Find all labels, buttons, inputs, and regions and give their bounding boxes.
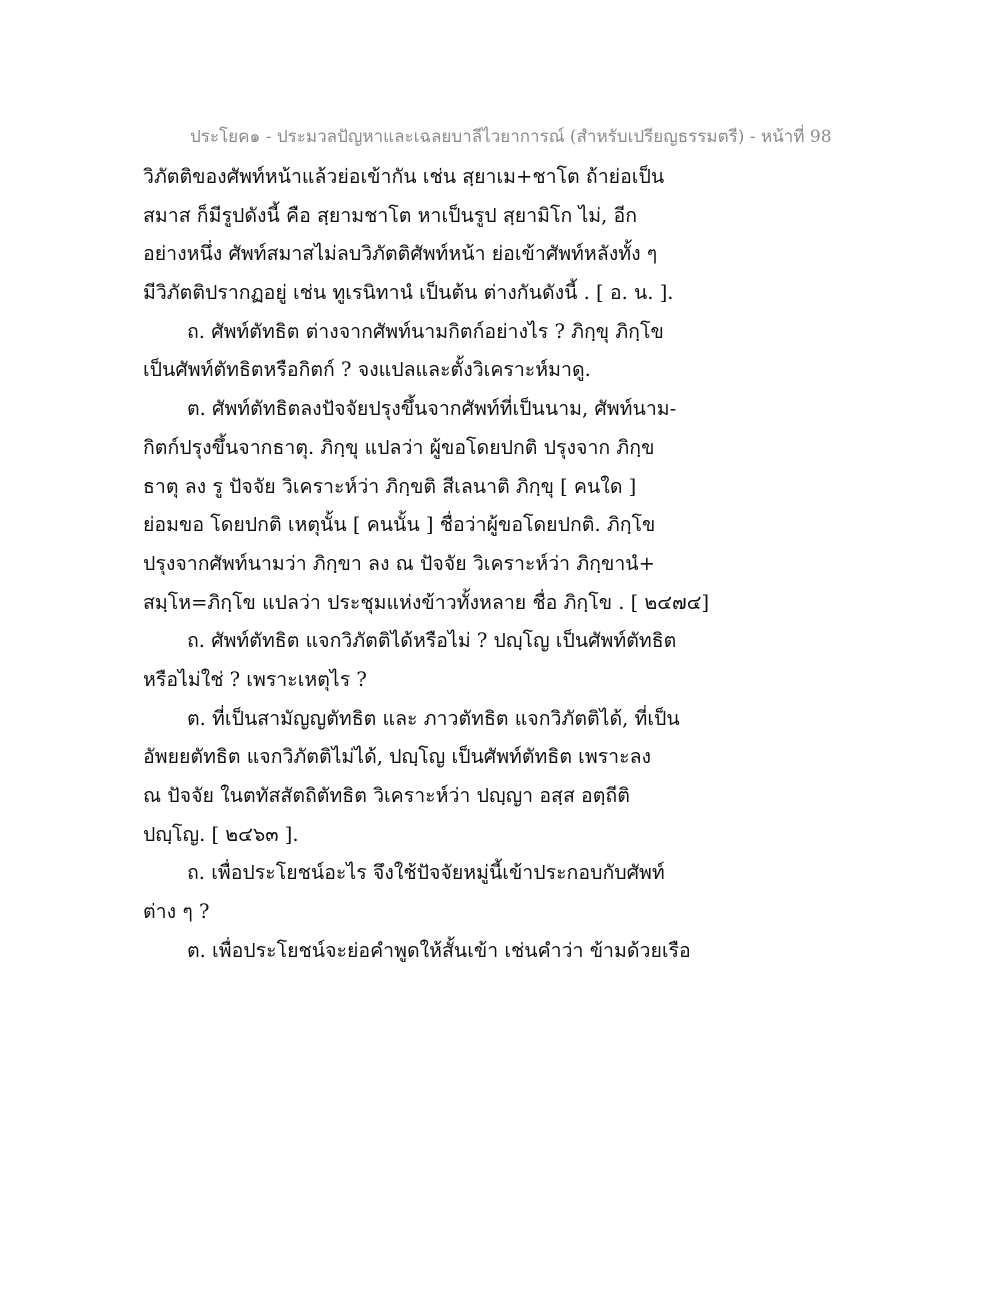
text-line: ต่าง ๆ ? [143,900,210,924]
text-line: เป็นศัพท์ตัทธิตหรือกิตก์ ? จงแปลและตั้งวิเคราะห์มาดู. [143,358,591,382]
text-line: มีวิภัตติปรากฏอยู่ เช่น ทูเรนิทานํ เป็นต้น ต่างกันดังนี้ . [ อ. น. ]. [143,281,674,305]
text-line: วิภัตติของศัพท์หน้าแล้วย่อเข้ากัน เช่น สฺยาเม+ชาโต ถ้าย่อเป็น [143,165,665,188]
text-line: สมฺโห=ภิกฺโข แปลว่า ประชุมแห่งข้าวทั้งหลาย ชื่อ ภิกฺโข . [ ๒๔๗๔] [143,590,710,614]
text-line: อัพยยตัทธิต แจกวิภัตติไม่ได้, ปญฺโญ เป็นศัพท์ตัทธิต เพราะลง [143,745,652,769]
text-line: ปญฺโญ. [ ๒๔๖๓ ]. [143,822,299,846]
text-line: อย่างหนึ่ง ศัพท์สมาสไม่ลบวิภัตติศัพท์หน้า ย่อเข้าศัพท์หลังทั้ง ๆ [143,242,658,266]
question-line: ถ. เพื่อประโยชน์อะไร จึงใช้ปัจจัยหมู่นี้เข้าประกอบกับศัพท์ [187,861,665,885]
answer-line: ต. ศัพท์ตัทธิตลงปัจจัยปรุงขึ้นจากศัพท์ที่เป็นนาม, ศัพท์นาม- [187,397,677,421]
text-line: ปรุงจากศัพท์นามว่า ภิกฺขา ลง ณ ปัจจัย วิเคราะห์ว่า ภิกฺขานํ+ [143,551,655,575]
page-header: ประโยค๑ - ประมวลปัญหาและเฉลยบาลีไวยาการณ์ (สำหรับเปรียญธรรมตรี) - หน้าที่ 98 [190,127,832,147]
text-line: ย่อมขอ โดยปกติ เหตุนั้น [ คนนั้น ] ชื่อว่าผู้ขอโดยปกติ. ภิกฺโข [143,513,656,537]
body-text [143,158,710,970]
text-line: สมาส ก็มีรูปดังนี้ คือ สฺยามชาโต หาเป็นรูป สฺยามิโก ไม่, อีก [143,203,638,227]
text-line: ณ ปัจจัย ในตทัสสัตถิตัทธิต วิเคราะห์ว่า ปญฺญา อสฺส อตฺถีติ [143,784,630,807]
question-line: ถ. ศัพท์ตัทธิต ต่างจากศัพท์นามกิตก์อย่างไร ? ภิกฺขุ ภิกฺโข [187,319,664,343]
text-line: ธาตุ ลง รู ปัจจัย วิเคราะห์ว่า ภิกฺขติ สีเลนาติ ภิกฺขุ [ คนใด ] [143,474,637,498]
text-line: กิตก์ปรุงขึ้นจากธาตุ. ภิกฺขุ แปลว่า ผู้ขอโดยปกติ ปรุงจาก ภิกฺข [143,435,655,459]
question-line: ถ. ศัพท์ตัทธิต แจกวิภัตติได้หรือไม่ ? ปญฺโญ เป็นศัพท์ตัทธิต [187,629,677,653]
answer-line: ต. ที่เป็นสามัญญตัทธิต และ ภาวตัทธิต แจกวิภัตติได้, ที่เป็น [187,706,680,730]
answer-line: ต. เพื่อประโยชน์จะย่อคำพูดให้สั้นเข้า เช่นคำว่า ข้ามด้วยเรือ [187,938,691,962]
text-line: หรือไม่ใช่ ? เพราะเหตุไร ? [143,667,367,691]
